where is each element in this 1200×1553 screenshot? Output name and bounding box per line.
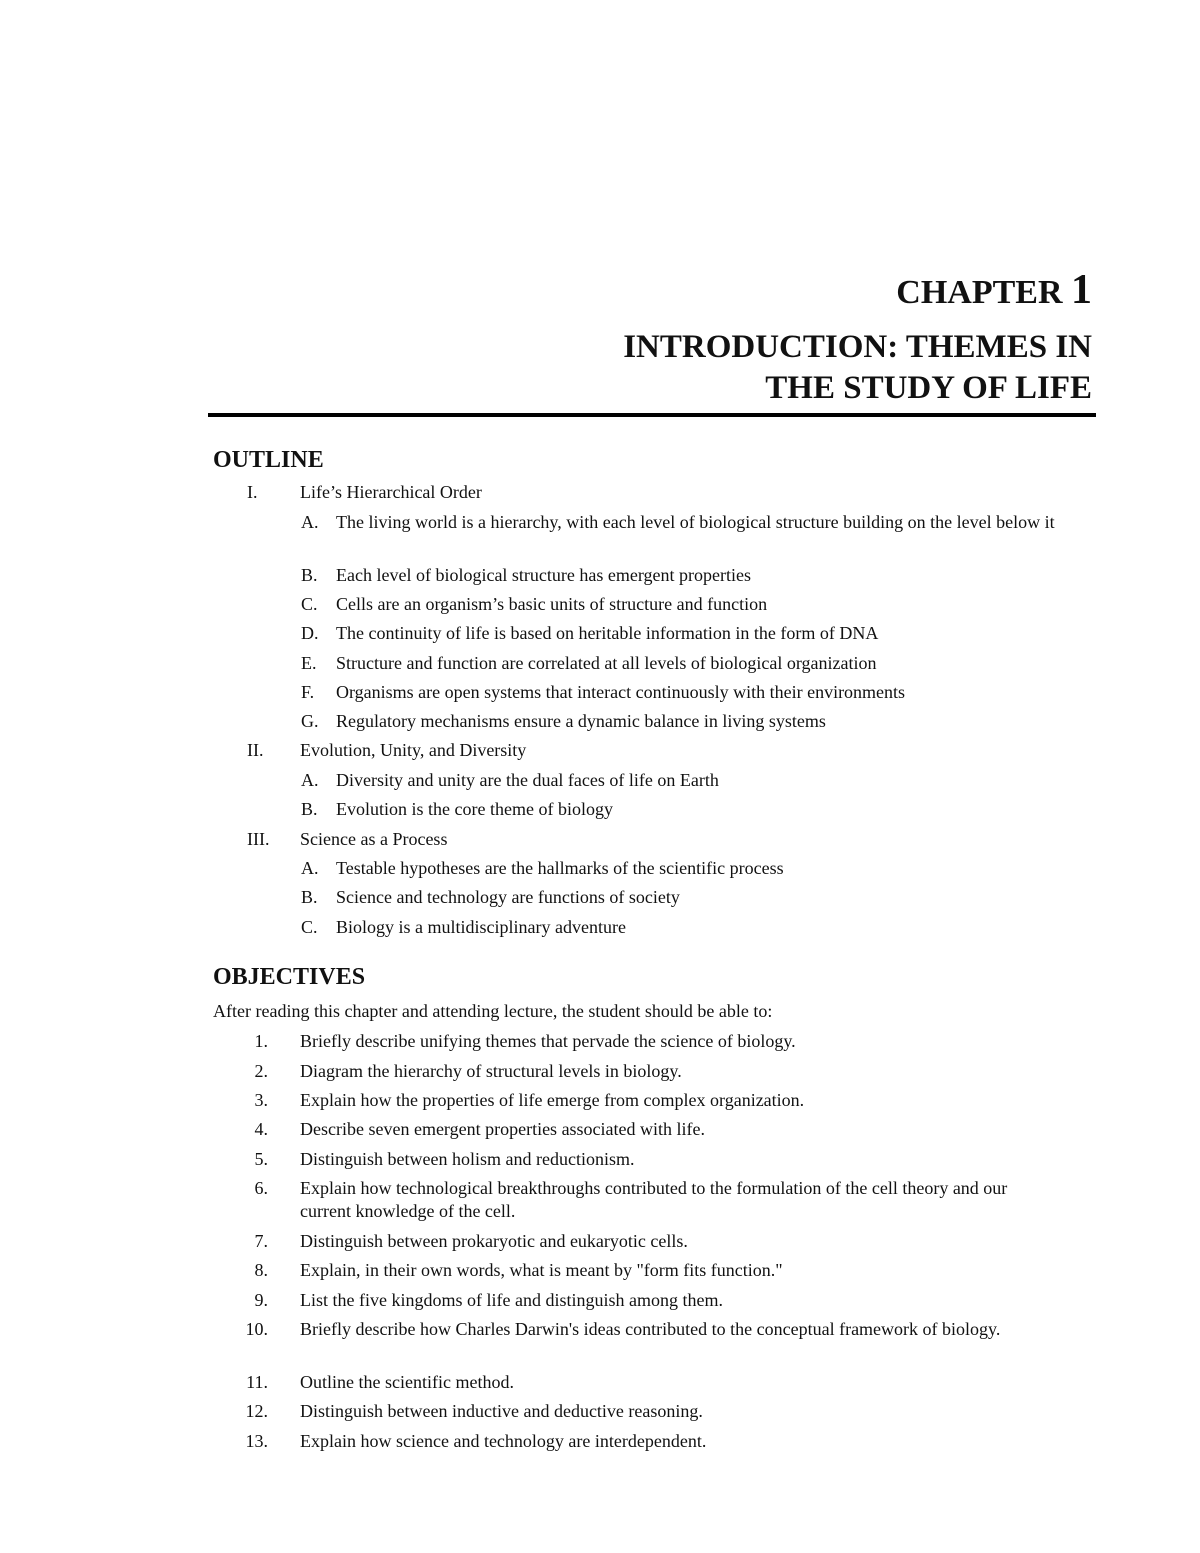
outline-item-text: Diversity and unity are the dual faces of life on Earth bbox=[336, 770, 719, 790]
objective-number: 1. bbox=[254, 1031, 268, 1051]
outline-item-letter: C. bbox=[301, 917, 318, 937]
objective-text: Briefly describe unifying themes that pervade the science of biology. bbox=[300, 1031, 796, 1051]
outline-section-title: Life’s Hierarchical Order bbox=[300, 482, 482, 502]
objective-number: 5. bbox=[254, 1149, 268, 1169]
objective-number: 10. bbox=[245, 1319, 268, 1339]
objective-number: 8. bbox=[254, 1260, 268, 1280]
chapter-label bbox=[896, 268, 1092, 315]
objective-text: Explain how technological breakthroughs contributed to the formulation of the cell theory and our current knowledge of the cell. bbox=[300, 1178, 1008, 1221]
objective-text: Outline the scientific method. bbox=[300, 1372, 514, 1392]
objectives-intro: After reading this chapter and attending lecture, the student should be able to: bbox=[213, 1001, 773, 1021]
outline-item-letter: F. bbox=[301, 682, 315, 702]
objective-text: Distinguish between inductive and deductive reasoning. bbox=[300, 1401, 703, 1421]
objective-number: 9. bbox=[254, 1290, 268, 1310]
objectives-heading: OBJECTIVES bbox=[213, 964, 366, 990]
chapter-number: 1 bbox=[1071, 267, 1092, 313]
objective-number: 11. bbox=[246, 1372, 268, 1392]
objective-text: Diagram the hierarchy of structural levels in biology. bbox=[300, 1061, 682, 1081]
outline-section-numeral: I. bbox=[247, 482, 258, 502]
outline-item-letter: E. bbox=[301, 653, 317, 673]
objective-number: 4. bbox=[254, 1119, 268, 1139]
outline-item-letter: A. bbox=[301, 858, 319, 878]
objective-number: 7. bbox=[254, 1231, 268, 1251]
outline-item-text: Biology is a multidisciplinary adventure bbox=[336, 917, 626, 937]
objective-number: 6. bbox=[254, 1178, 268, 1198]
objective-text: Describe seven emergent properties associated with life. bbox=[300, 1119, 706, 1139]
chapter-title-line-2: THE STUDY OF LIFE bbox=[765, 370, 1092, 406]
outline-item-letter: A. bbox=[301, 770, 319, 790]
outline-item-letter: B. bbox=[301, 887, 318, 907]
outline-heading: OUTLINE bbox=[213, 447, 324, 473]
outline-item-letter: A. bbox=[301, 512, 319, 532]
outline-item-text: The living world is a hierarchy, with each level of biological structure building on the level below it bbox=[336, 512, 1055, 532]
outline-item-text: Evolution is the core theme of biology bbox=[336, 799, 613, 819]
outline-item-letter: B. bbox=[301, 799, 318, 819]
outline-section-numeral: III. bbox=[247, 829, 270, 849]
objective-number: 13. bbox=[245, 1431, 268, 1451]
outline-item-letter: G. bbox=[301, 711, 319, 731]
outline-item-text: Each level of biological structure has emergent properties bbox=[336, 565, 752, 585]
objective-text: List the five kingdoms of life and distinguish among them. bbox=[300, 1290, 723, 1310]
outline-item-letter: D. bbox=[301, 623, 319, 643]
objective-text: Explain how the properties of life emerge from complex organization. bbox=[300, 1090, 805, 1110]
objective-number: 12. bbox=[245, 1401, 268, 1421]
objective-number: 3. bbox=[254, 1090, 268, 1110]
outline-item-text: Science and technology are functions of society bbox=[336, 887, 680, 907]
outline-item-text: Cells are an organism’s basic units of structure and function bbox=[336, 594, 768, 614]
outline-item-text: Regulatory mechanisms ensure a dynamic balance in living systems bbox=[336, 711, 826, 731]
objective-text: Explain, in their own words, what is meant by "form fits function." bbox=[300, 1260, 783, 1280]
outline-item-text: Testable hypotheses are the hallmarks of the scientific process bbox=[336, 858, 784, 878]
outline-item-text: The continuity of life is based on heritable information in the form of DNA bbox=[336, 623, 879, 643]
chapter-title-line-1: INTRODUCTION: THEMES IN bbox=[623, 329, 1092, 365]
outline-item-letter: C. bbox=[301, 594, 318, 614]
chapter-word: CHAPTER bbox=[896, 274, 1063, 311]
outline-section-title: Science as a Process bbox=[300, 829, 448, 849]
outline-section-numeral: II. bbox=[247, 740, 264, 760]
objective-number: 2. bbox=[254, 1061, 268, 1081]
objective-text: Distinguish between holism and reductionism. bbox=[300, 1149, 635, 1169]
outline-item-text: Structure and function are correlated at all levels of biological organization bbox=[336, 653, 877, 673]
objective-text: Distinguish between prokaryotic and eukaryotic cells. bbox=[300, 1231, 688, 1251]
objective-text: Briefly describe how Charles Darwin's ideas contributed to the conceptual framework of biology. bbox=[300, 1319, 1001, 1339]
objective-text: Explain how science and technology are interdependent. bbox=[300, 1431, 707, 1451]
outline-item-letter: B. bbox=[301, 565, 318, 585]
outline-item-text: Organisms are open systems that interact continuously with their environments bbox=[336, 682, 906, 702]
title-divider bbox=[208, 413, 1096, 417]
outline-section-title: Evolution, Unity, and Diversity bbox=[300, 740, 527, 760]
